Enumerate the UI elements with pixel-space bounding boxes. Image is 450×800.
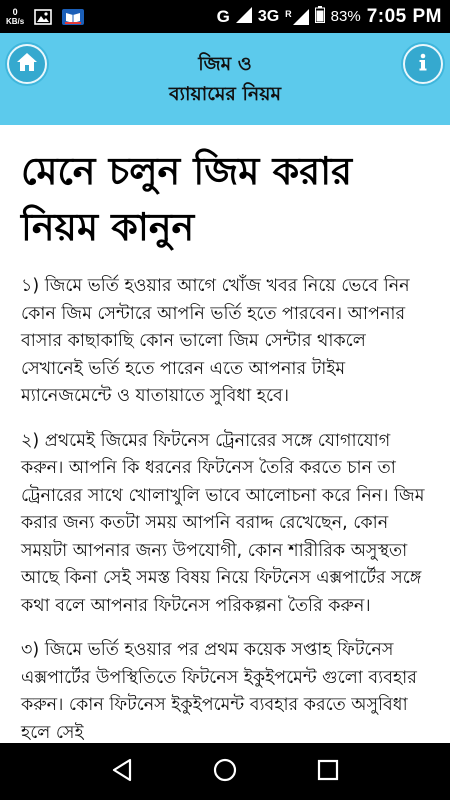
status-bar xyxy=(0,0,450,33)
page-title xyxy=(95,49,355,109)
article-paragraph-1: ১) জিমে ভর্তি হওয়ার আগে খোঁজ খবর নিয়ে ভেবে নিন কোন জিম সেন্টারে আপনি ভর্তি হতে পারবেন। আপনার বাসার কাছাকাছি কোন ভালো জিম সেন্টার থাকলে সেখানেই ভর্তি হতে পারেন এতে আপনার টাইম ম্যানেজমেন্টে ও যাতায়াতে সুবিধা হবে। xyxy=(21,276,410,406)
clock-time: 7:05 xyxy=(366,5,407,27)
home-nav-button[interactable] xyxy=(205,752,245,792)
battery-percent: 83% xyxy=(330,8,361,25)
image-notification-icon xyxy=(32,8,54,26)
network-g-label: G xyxy=(216,6,230,26)
page-title-line-1: জিম ও xyxy=(198,53,252,75)
clock-suffix: PM xyxy=(412,5,442,27)
network-speed-value: 0 xyxy=(12,6,18,17)
network-speed xyxy=(6,8,24,26)
status-right xyxy=(217,6,442,28)
recents-square-icon xyxy=(317,759,339,785)
article-title: মেনে চলুন জিম করার নিয়ম কানুন xyxy=(21,149,353,249)
recents-button[interactable] xyxy=(308,752,348,792)
info-icon xyxy=(412,51,434,77)
article-content[interactable] xyxy=(0,125,450,743)
battery-icon xyxy=(315,6,325,27)
article-paragraph-3: ৩) জিমে ভর্তি হওয়ার পর প্রথম কয়েক সপ্তাহ ফিটনেস এক্সপার্টের উপস্থিতিতে ফিটনেস ইকুইপমেন্ট গুলো ব্যবহার করুন। কোন ফিটনেস ইকুইপমেন্ট ব্যবহার করতে অসুবিধা হলে সেই xyxy=(21,640,417,743)
book-app-notification-icon xyxy=(62,8,84,26)
article-paragraph-2: ২) প্রথমেই জিমের ফিটনেস ট্রেনারের সঙ্গে যোগাযোগ করুন। আপনি কি ধরনের ফিটনেস তৈরি করতে চান তা ট্রেনারের সাথে খোলাখুলি ভাবে আলোচনা করে নিন। জিম করার জন্য কতটা সময় আপনি বরাদ্দ রেখেছেন, কোন সময়টা আপনার জন্য উপযোগী, কোন শারীরিক অসুস্থতা আছে কিনা সেই সমস্ত বিষয় নিয়ে ফিটনেস এক্সপার্টের সঙ্গে কথা বলে আপনার ফিটনেস পরিকল্পনা তৈরি করুন। xyxy=(21,430,425,616)
back-button[interactable] xyxy=(102,752,142,792)
system-nav-bar xyxy=(0,743,450,800)
roaming-label: R xyxy=(285,8,292,19)
back-triangle-icon xyxy=(111,758,133,786)
network-speed-unit: KB/s xyxy=(6,16,25,26)
app-header xyxy=(0,33,450,125)
network-3g-label: 3G xyxy=(257,7,280,25)
signal-2-icon xyxy=(285,9,309,25)
home-icon xyxy=(16,51,38,77)
signal-1-icon xyxy=(236,7,252,27)
clock xyxy=(367,6,442,28)
status-left xyxy=(6,8,84,26)
info-button[interactable] xyxy=(403,44,443,84)
page-title-line-2: ব্যায়ামের নিয়ম xyxy=(168,83,282,105)
home-circle-icon xyxy=(213,758,237,786)
home-button[interactable] xyxy=(7,44,47,84)
